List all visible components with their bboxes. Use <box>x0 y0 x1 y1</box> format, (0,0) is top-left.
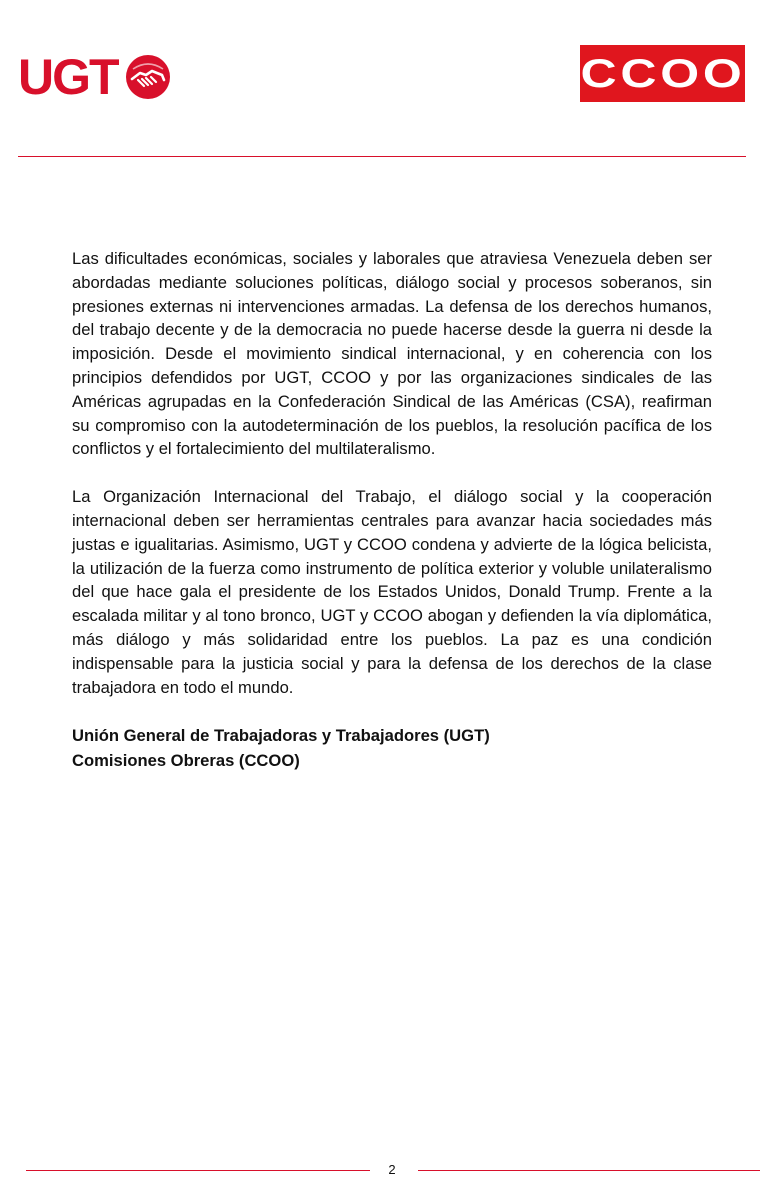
footer-divider-right <box>418 1170 760 1171</box>
signatures <box>72 723 712 773</box>
page-number: 2 <box>388 1162 396 1177</box>
ugt-logo-text: UGT <box>18 49 118 105</box>
signature-ccoo: Comisiones Obreras (CCOO) <box>72 751 300 771</box>
ccoo-logo <box>580 45 745 102</box>
signature-ugt: Unión General de Trabajadoras y Trabajadores (UGT) <box>72 726 490 746</box>
handshake-icon <box>124 53 172 101</box>
footer-divider-left <box>26 1170 370 1171</box>
paragraph-2: La Organización Internacional del Trabajo, el diálogo social y la cooperación internacional deben ser herramientas centrales para avanzar hacia sociedades más justas e igualitarias. Asimismo, UGT y CCOO condena y advierte de la lógica belicista, la utilización de la fuerza como instrumento de política exterior y voluble unilateralismo del que hace gala el presidente de los Estados Unidos, Donald Trump. Frente a la escalada militar y al tono bronco, UGT y CCOO abogan y defienden la vía diplomática, más diálogo y más solidaridad entre los pueblos. La paz es una condición indispensable para la justicia social y para la defensa de los derechos de la clase trabajadora en todo el mundo. <box>72 487 712 697</box>
header-divider <box>18 156 746 157</box>
ccoo-logo-text: CCOO <box>580 51 745 96</box>
paragraph-1: Las dificultades económicas, sociales y laborales que atraviesa Venezuela deben ser abordadas mediante soluciones políticas, diálogo social y procesos soberanos, sin presiones externas ni intervenciones armadas. La defensa de los derechos humanos, del trabajo decente y de la democracia no puede hacerse desde la guerra ni desde la imposición. Desde el movimiento sindical internacional, y en coherencia con los principios defendidos por UGT, CCOO y por las organizaciones sindicales de las Américas agrupadas en la Confederación Sindical de las Américas (CSA), reafirman su compromiso con la autodeterminación de los pueblos, la resolución pacífica de los conflictos y el fortalecimiento del multilateralismo. <box>72 249 712 459</box>
ugt-logo <box>18 49 172 105</box>
document-body <box>72 247 712 773</box>
